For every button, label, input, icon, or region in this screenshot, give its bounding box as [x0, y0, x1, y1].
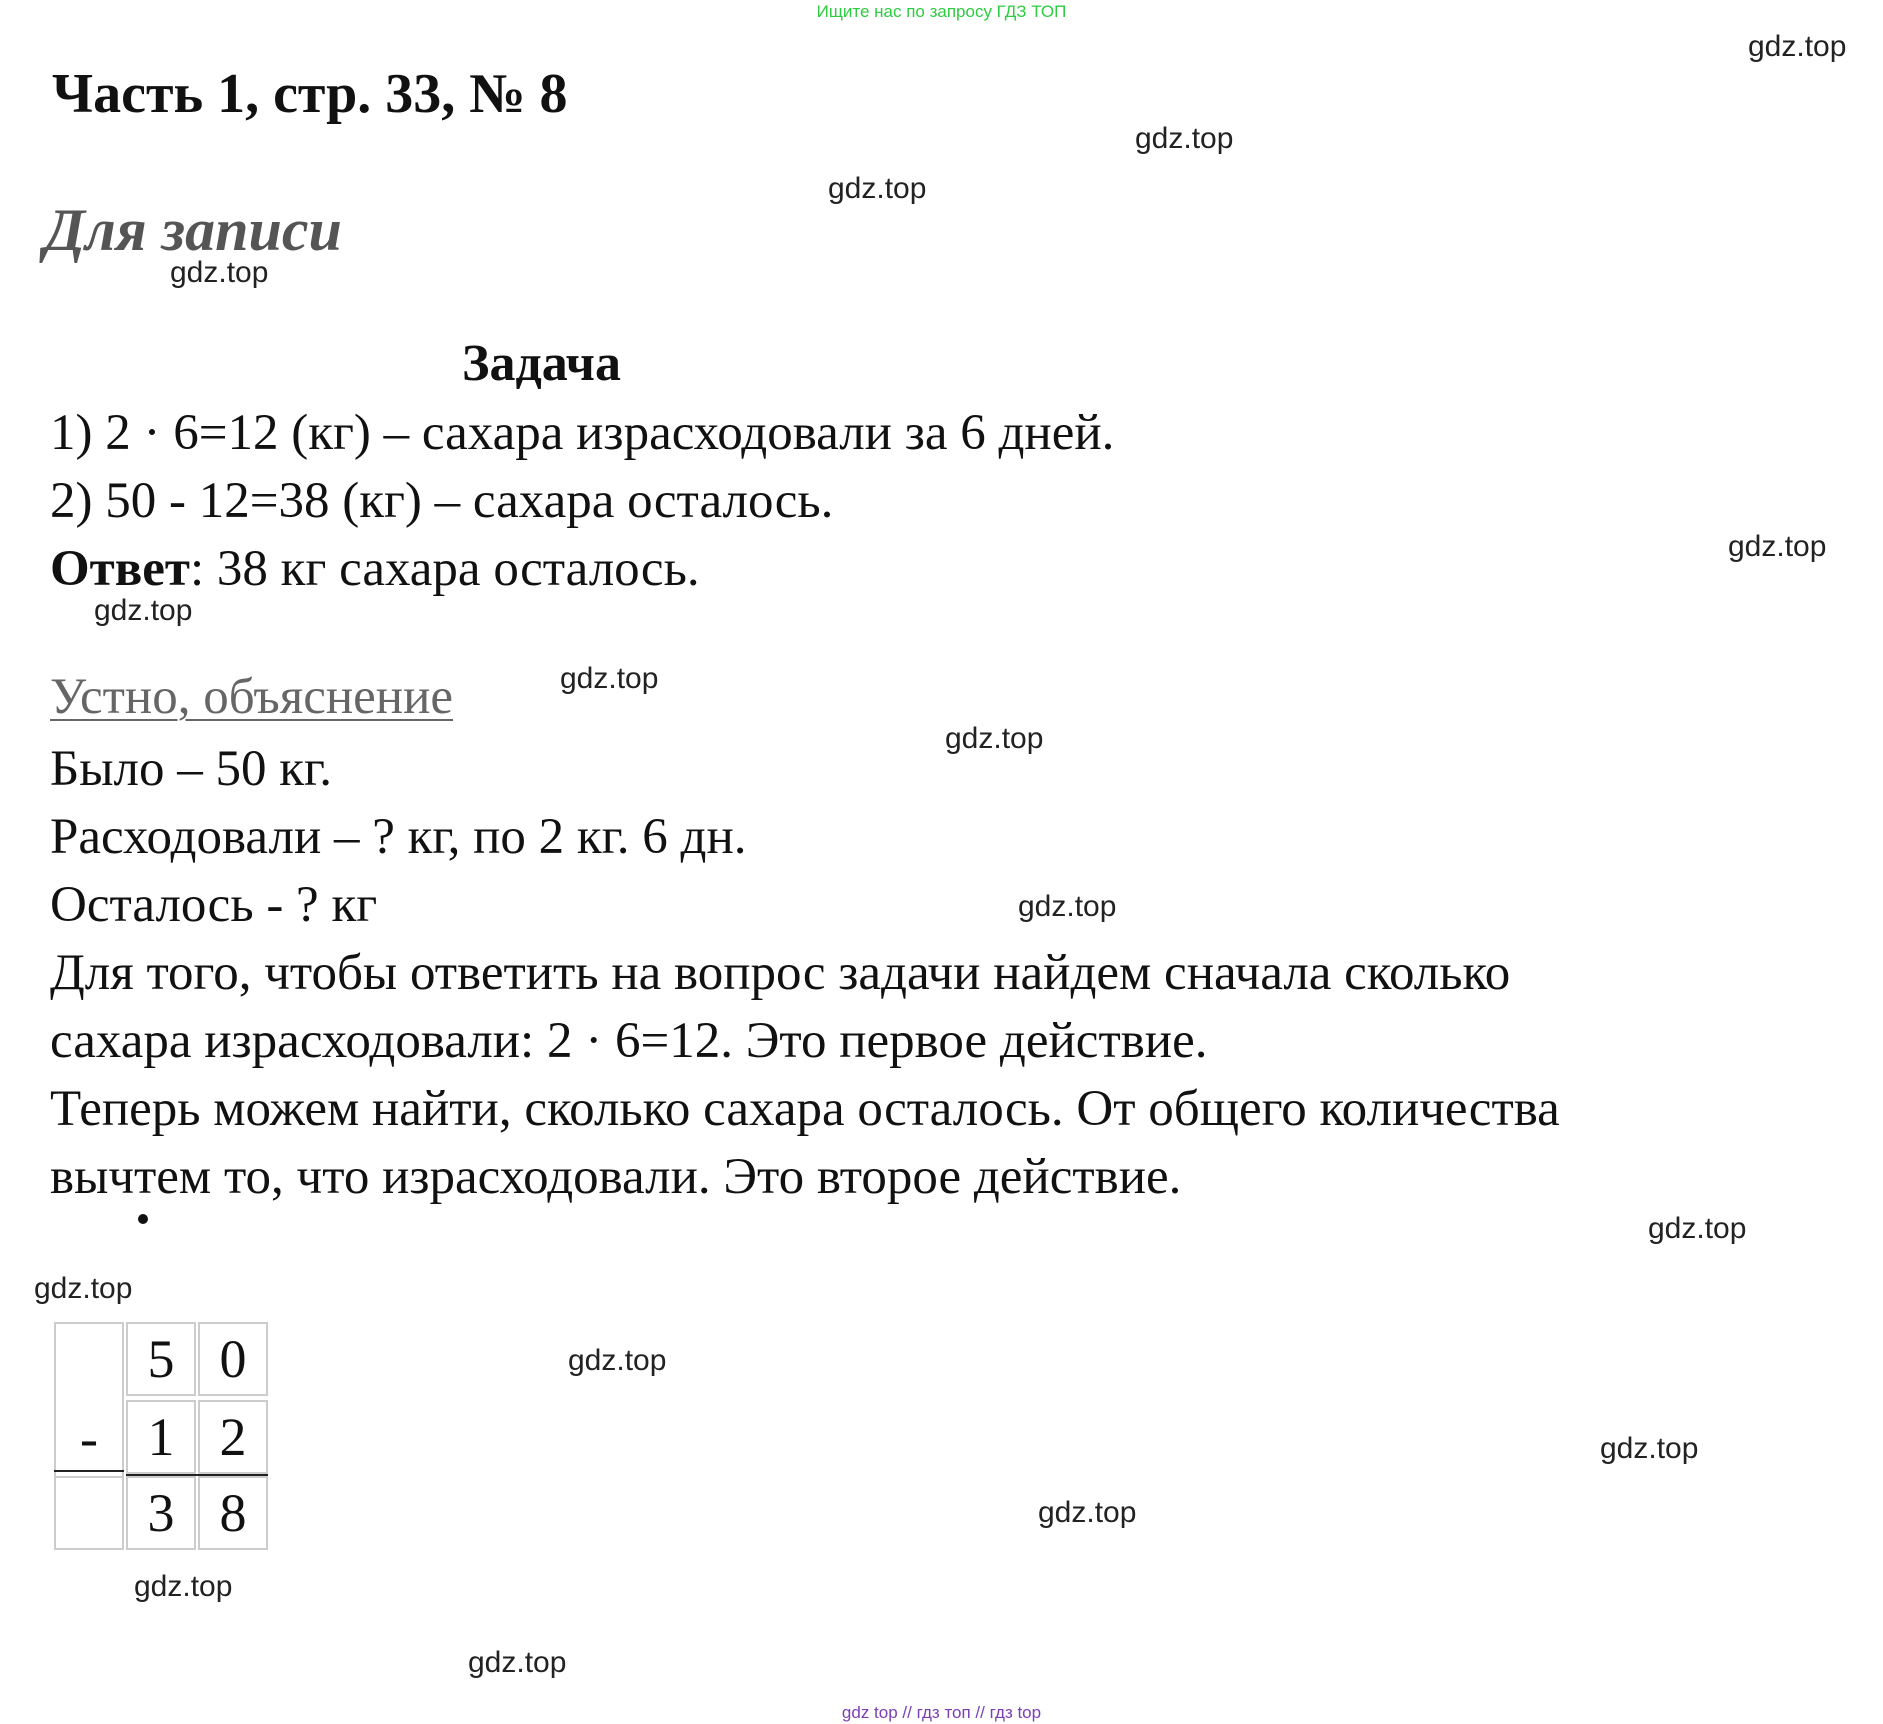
watermark: gdz.top — [1648, 1212, 1747, 1245]
watermark: gdz.top — [468, 1646, 567, 1679]
minus-sign: - — [80, 1408, 98, 1468]
watermark: gdz.top — [34, 1272, 133, 1305]
answer-label: Ответ — [50, 541, 190, 597]
watermark: gdz.top — [945, 722, 1044, 755]
operator-result-cell — [54, 1476, 124, 1550]
watermark: gdz.top — [134, 1570, 233, 1603]
minuend-digit: 5 — [126, 1322, 196, 1396]
oral-explanation-heading: Устно, объяснение — [50, 669, 453, 725]
watermark: gdz.top — [568, 1344, 667, 1377]
explanation-line: Расходовали – ? кг, по 2 кг. 6 дн. — [50, 809, 747, 865]
watermark: gdz.top — [560, 662, 659, 695]
result-digit: 8 — [198, 1476, 268, 1550]
explanation-line: вычтем то, что израсходовали. Это второе действие. — [50, 1149, 1182, 1205]
result-line — [54, 1470, 124, 1472]
result-digit: 3 — [126, 1476, 196, 1550]
watermark: gdz.top — [1728, 530, 1827, 563]
solution-step: 1) 2 · 6=12 (кг) – сахара израсходовали за 6 дней. — [50, 405, 1115, 461]
watermark: gdz.top — [170, 256, 269, 289]
watermark: gdz.top — [1600, 1432, 1699, 1465]
watermark: gdz.top — [828, 172, 927, 205]
minuend-digit: 0 — [198, 1322, 268, 1396]
explanation-line: сахара израсходовали: 2 · 6=12. Это первое действие. — [50, 1013, 1208, 1069]
watermark: gdz.top — [1135, 122, 1234, 155]
watermark: gdz.top — [94, 594, 193, 627]
explanation-line: Было – 50 кг. — [50, 741, 332, 797]
subtrahend-digit: 1 — [126, 1400, 196, 1474]
explanation-line: Для того, чтобы ответить на вопрос задачи найдем сначала сколько — [50, 945, 1511, 1001]
result-line — [126, 1474, 268, 1476]
watermark: gdz.top — [1018, 890, 1117, 923]
answer-text: : 38 кг сахара осталось. — [189, 541, 700, 597]
bottom-banner: gdz top // гдз топ // гдз top — [841, 1703, 1042, 1722]
section-subtitle: Для записи — [44, 197, 342, 263]
top-banner: Ищите нас по запросу ГДЗ ТОП — [816, 2, 1067, 21]
watermark: gdz.top — [1748, 30, 1847, 63]
answer-line — [50, 540, 700, 598]
watermark: gdz.top — [1038, 1496, 1137, 1529]
bullet-dot — [138, 1214, 148, 1224]
explanation-line: Теперь можем найти, сколько сахара осталось. От общего количества — [50, 1081, 1560, 1137]
page-title: Часть 1, стр. 33, № 8 — [52, 63, 568, 125]
task-heading: Задача — [462, 335, 621, 392]
subtrahend-digit: 2 — [198, 1400, 268, 1474]
explanation-line: Осталось - ? кг — [50, 877, 378, 933]
solution-step: 2) 50 - 12=38 (кг) – сахара осталось. — [50, 473, 834, 529]
